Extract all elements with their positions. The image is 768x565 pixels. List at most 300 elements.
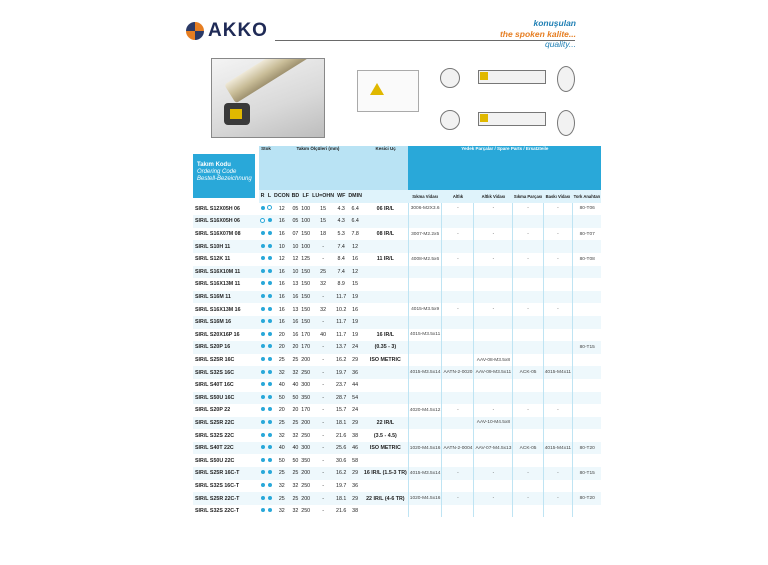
dimension-cell: 150 — [301, 306, 311, 313]
spare-part-cell — [543, 215, 572, 228]
spare-part-cell — [573, 366, 602, 379]
insert-cell — [363, 266, 408, 279]
ordering-code: SIR/L S32S 16C — [193, 366, 259, 379]
spare-part-cell: 3006-M2X3.6 — [408, 203, 442, 216]
dimension-cell: - — [311, 341, 335, 354]
spare-part-cell — [474, 392, 513, 405]
ordering-code: SIR/L S16X05H 06 — [193, 215, 259, 228]
spare-part-cell: - — [442, 467, 474, 480]
dimension-cell: - — [311, 240, 335, 253]
stock-dot-icon — [268, 470, 272, 474]
dimension-cell: 12 — [292, 256, 299, 263]
stock-l-cell — [266, 291, 273, 304]
ordering-code: SIR/L S16X07M 08 — [195, 231, 241, 238]
ordering-spacer — [193, 146, 259, 190]
spare-part-cell — [513, 291, 543, 304]
spare-part-cell — [513, 215, 543, 228]
dimension-cell: 200 — [300, 492, 311, 505]
cross-section-drawing — [440, 68, 460, 88]
insert-header: Kesici Uç — [363, 146, 408, 190]
insert-cell — [363, 392, 408, 405]
spare-part-cell: 4015-M4x11 — [543, 442, 572, 455]
dimension-cell: 16.2 — [335, 467, 347, 480]
dimension-cell: 19 — [347, 316, 363, 329]
stock-dot-icon — [261, 508, 265, 512]
spare-part-cell — [474, 266, 513, 279]
dimension-cell: 54 — [347, 392, 363, 405]
column-header-row — [193, 190, 601, 203]
spare-part-cell: - — [513, 203, 543, 216]
dimension-cell: - — [311, 417, 335, 430]
stock-dot-icon — [268, 496, 272, 500]
spare-part-cell — [474, 240, 513, 253]
stock-dot-icon — [261, 244, 265, 248]
ordering-code: SIR/L S16X13M 11 — [195, 281, 241, 288]
spare-part-cell — [408, 454, 442, 467]
logo-mark-icon — [186, 22, 204, 40]
spare-part-cell — [513, 266, 543, 279]
ordering-code: SIR/L S32S 16C-T — [195, 482, 240, 489]
spare-part-cell — [543, 329, 572, 342]
dimension-cell: 07 — [292, 231, 299, 238]
dimension-cell: 18.1 — [335, 492, 347, 505]
dimension-cell: 16 — [278, 306, 285, 313]
dimension-cell: 4.3 — [337, 205, 345, 212]
tool-photo — [211, 58, 325, 138]
insert-cell — [363, 379, 408, 392]
dimension-cell: 25 — [291, 492, 301, 505]
dimension-cell: 36 — [347, 366, 363, 379]
stock-l-cell — [266, 253, 273, 266]
spare-part-cell: 80-T20 — [573, 492, 602, 505]
spare-part-cell — [408, 278, 442, 291]
spare-part-cell — [573, 392, 602, 405]
dimension-cell: 25 — [273, 492, 291, 505]
bore-drawing — [557, 110, 575, 136]
stock-dot-icon — [261, 433, 265, 437]
ordering-code: SIR/L S25R 16C-T — [193, 467, 259, 480]
stock-l-cell — [266, 404, 273, 417]
spare-part-cell — [408, 266, 442, 279]
dimension-cell: 20 — [292, 407, 299, 414]
stock-l-cell — [266, 316, 273, 329]
insert-cell — [363, 316, 408, 329]
dimension-cell: 12 — [278, 256, 285, 263]
dimension-cell: 20 — [278, 331, 285, 338]
dimension-cell: 21.6 — [336, 508, 347, 515]
dimension-cell: 38 — [352, 432, 359, 439]
stock-r-cell — [259, 429, 266, 442]
stock-dot-icon — [261, 319, 265, 323]
dimension-cell: - — [322, 482, 324, 489]
tool-side-drawing-bottom — [478, 112, 546, 126]
dimension-cell: 32 — [292, 432, 299, 439]
dimension-cell: 350 — [301, 457, 311, 464]
dimension-cell: 25 — [291, 417, 301, 430]
spare-part-cell — [513, 454, 543, 467]
column-header: LF — [300, 190, 311, 203]
dimension-cell: 40 — [291, 442, 301, 455]
column-header: WF — [335, 190, 347, 203]
stock-dot-icon — [268, 269, 272, 273]
dimension-cell: 250 — [301, 432, 311, 439]
table-row — [193, 291, 601, 304]
spare-column-header: Altlık — [442, 190, 474, 203]
dimension-cell: 6.4 — [351, 205, 359, 212]
dimension-cell: 19.7 — [336, 482, 347, 489]
dimension-cell: 15 — [352, 281, 359, 288]
spare-part-cell: - — [513, 492, 543, 505]
dimension-cell: 32 — [273, 366, 291, 379]
dimension-cell: - — [311, 442, 335, 455]
spare-part-cell — [474, 329, 513, 342]
ordering-code: SIR/L S16M 16 — [193, 316, 259, 329]
insert-cell — [363, 366, 408, 379]
stock-dot-icon — [268, 483, 272, 487]
spare-part-cell: - — [442, 253, 474, 266]
spare-part-cell — [442, 392, 474, 405]
dims-header: Takım Ölçüleri (mm) — [273, 146, 363, 190]
spare-part-cell — [408, 354, 442, 367]
stock-dot-icon — [261, 370, 265, 374]
dimension-cell: 29 — [347, 417, 363, 430]
stock-l-cell — [266, 417, 273, 430]
dimension-cell: 32 — [320, 281, 327, 288]
insert-cell: 06 IR/L — [376, 205, 395, 212]
spare-part-cell: - — [442, 228, 474, 241]
spare-part-cell — [442, 278, 474, 291]
dimension-cell: 20 — [291, 341, 301, 354]
cross-section-drawing — [440, 110, 460, 130]
spare-part-cell: - — [513, 253, 543, 266]
spare-part-cell — [573, 278, 602, 291]
stock-dot-icon — [268, 445, 272, 449]
spare-part-cell — [442, 417, 474, 430]
dimension-cell: 40 — [320, 331, 327, 338]
spare-column-header: Altlık Vidası — [474, 190, 513, 203]
insert-cell: 22 IR/L (4-6 TR) — [363, 492, 408, 505]
dimension-cell: 25 — [311, 266, 335, 279]
dimension-cell: - — [311, 492, 335, 505]
stock-dot-icon — [261, 458, 265, 462]
dimension-cell: - — [311, 316, 335, 329]
spare-part-cell — [573, 354, 602, 367]
spare-part-cell — [474, 278, 513, 291]
dimension-cell: 16 — [352, 306, 359, 313]
dimension-cell: 36 — [352, 482, 359, 489]
ordering-code: SIR/L S20P 22 — [195, 407, 231, 414]
insert-column-header — [363, 190, 408, 203]
dimension-cell: 25.6 — [335, 442, 347, 455]
stock-dot-icon — [261, 407, 265, 411]
spare-part-cell: - — [442, 303, 474, 316]
spare-part-cell: - — [513, 303, 543, 316]
ordering-code: SIR/L S50U 16C — [193, 392, 259, 405]
spare-part-cell: 4020-M4.5x12 — [408, 404, 442, 417]
stock-dot-icon — [268, 218, 272, 222]
stock-dot-icon — [261, 332, 265, 336]
spare-part-cell: 4015-M3.5x14 — [408, 366, 442, 379]
spare-part-cell — [442, 329, 474, 342]
dimension-cell: 300 — [300, 442, 311, 455]
spare-part-cell: 1020-M4.5x16 — [408, 492, 442, 505]
spare-part-cell — [543, 240, 572, 253]
ordering-code: SIR/L S40T 16C — [195, 382, 234, 389]
dimension-cell: 12 — [347, 266, 363, 279]
dimension-cell: 16.2 — [336, 357, 347, 364]
table-row — [193, 454, 601, 467]
stock-r-cell — [259, 253, 266, 266]
spare-part-cell — [408, 417, 442, 430]
spare-part-cell — [442, 266, 474, 279]
spare-part-cell: - — [474, 467, 513, 480]
stock-l-cell — [266, 467, 273, 480]
dimension-cell: - — [322, 256, 324, 263]
dimension-cell: 4.3 — [335, 215, 347, 228]
insert-diagram — [357, 70, 419, 112]
spare-part-cell: AAV-10-M4.5x8 — [474, 417, 513, 430]
stock-dot-icon — [261, 206, 265, 210]
spare-part-cell — [442, 454, 474, 467]
table-row — [193, 467, 601, 480]
table-row — [193, 266, 601, 279]
insert-cell — [363, 215, 408, 228]
spare-column-header: Sıkma Parçası — [513, 190, 543, 203]
table-row — [193, 492, 601, 505]
spare-part-cell — [543, 266, 572, 279]
spare-part-cell — [573, 266, 602, 279]
dimension-cell: 19 — [352, 331, 359, 338]
dimension-cell: 13.7 — [335, 341, 347, 354]
table-row — [193, 278, 601, 291]
spare-part-cell: 4015-M3.5x11 — [408, 329, 442, 342]
stock-dot-icon — [268, 344, 272, 348]
stock-dot-icon — [268, 433, 272, 437]
dimension-cell: 13 — [292, 306, 299, 313]
spare-part-cell — [408, 316, 442, 329]
spare-part-cell — [442, 341, 474, 354]
spare-part-cell: 80-T15 — [573, 467, 602, 480]
stock-r-cell — [259, 228, 266, 241]
stock-r-cell — [259, 379, 266, 392]
stock-r-cell — [259, 417, 266, 430]
insert-cell: 22 IR/L — [363, 417, 408, 430]
insert-cell: 11 IR/L — [376, 256, 394, 263]
spare-part-cell — [474, 480, 513, 493]
stock-l-cell — [266, 266, 273, 279]
spare-part-cell — [513, 392, 543, 405]
spare-part-cell — [543, 454, 572, 467]
stock-l-cell — [266, 454, 273, 467]
spare-part-cell — [474, 505, 513, 518]
dimension-cell: 50 — [273, 392, 291, 405]
spare-part-cell: AAV-07-M4.5x13 — [474, 442, 513, 455]
dimension-cell: 150 — [301, 281, 311, 288]
table-row — [193, 392, 601, 405]
dimension-cell: 10 — [291, 240, 301, 253]
table-row — [193, 366, 601, 379]
stock-dot-icon — [268, 407, 272, 411]
tool-side-drawing-top — [478, 70, 546, 84]
stock-dot-icon — [268, 281, 272, 285]
table-row — [193, 240, 601, 253]
spare-part-cell — [573, 480, 602, 493]
dimension-cell: 24 — [352, 407, 359, 414]
dimension-cell: - — [322, 508, 324, 515]
insert-icon — [230, 109, 242, 119]
ordering-code: SIR/L S12X05H 06 — [195, 205, 240, 212]
spare-part-cell — [442, 240, 474, 253]
stock-header: Stok — [259, 146, 273, 190]
stock-r-cell — [259, 467, 266, 480]
spare-part-cell — [474, 291, 513, 304]
dimension-cell: 40 — [292, 382, 299, 389]
spare-part-cell — [408, 379, 442, 392]
stock-r-cell — [259, 354, 266, 367]
slogan-line-2: the spoken kalite... — [499, 29, 576, 39]
spare-part-cell — [408, 505, 442, 518]
stock-dot-icon — [261, 281, 265, 285]
stock-l-cell — [266, 240, 273, 253]
dimension-cell: 12 — [278, 205, 285, 212]
insert-cell: (3.5 - 4.5) — [373, 432, 397, 439]
dimension-cell: 30.6 — [336, 457, 347, 464]
spare-part-cell: - — [513, 404, 543, 417]
slogan-line-1: konuşulan — [533, 18, 576, 28]
stock-dot-icon — [261, 395, 265, 399]
spare-part-cell — [513, 480, 543, 493]
dimension-cell: 200 — [301, 357, 311, 364]
dimension-cell: 100 — [300, 215, 311, 228]
stock-dot-icon — [268, 319, 272, 323]
dimension-cell: 05 — [291, 215, 301, 228]
spare-part-cell — [513, 329, 543, 342]
spare-part-cell — [408, 392, 442, 405]
spare-part-cell: 4008-M2.5x6 — [408, 253, 442, 266]
spare-part-cell: 80-T07 — [573, 228, 602, 241]
dimension-cell: 25 — [278, 357, 285, 364]
boring-bar-shank — [224, 58, 325, 103]
ordering-code: SIR/L S25R 16C — [195, 357, 235, 364]
stock-l-cell — [266, 366, 273, 379]
spare-part-cell — [573, 505, 602, 518]
spare-part-cell — [408, 291, 442, 304]
spare-part-cell: - — [543, 303, 572, 316]
dimension-cell: 23.7 — [336, 382, 347, 389]
dimension-cell: 100 — [300, 240, 311, 253]
dimension-cell: 16 — [291, 291, 301, 304]
ordering-code: SIR/L S20X16P 16 — [195, 331, 240, 338]
dimension-cell: 250 — [301, 508, 311, 515]
spare-part-cell: - — [543, 467, 572, 480]
dimension-cell: - — [322, 432, 324, 439]
stock-r-cell — [259, 392, 266, 405]
spare-part-cell: ACK-05 — [513, 366, 543, 379]
spare-part-cell — [573, 291, 602, 304]
dimension-cell: 50 — [291, 392, 301, 405]
ordering-code: SIR/L S25R 22C-T — [193, 492, 259, 505]
ordering-code: SIR/L S32S 22C-T — [195, 508, 240, 515]
stock-dot-icon — [261, 307, 265, 311]
spare-part-cell — [543, 278, 572, 291]
spare-part-cell — [573, 429, 602, 442]
stock-l-cell — [266, 329, 273, 342]
spare-part-cell — [573, 417, 602, 430]
spare-part-cell — [543, 341, 572, 354]
ordering-code: SIR/L S10H 11 — [193, 240, 259, 253]
dimension-cell: 29 — [347, 467, 363, 480]
dimension-cell: - — [311, 291, 335, 304]
insert-cell — [363, 291, 408, 304]
dimension-cell: 25 — [291, 467, 301, 480]
spare-part-cell — [442, 429, 474, 442]
spare-part-cell: AATN-2-0020 — [442, 366, 474, 379]
stock-r-cell — [259, 266, 266, 279]
spare-part-cell — [408, 341, 442, 354]
ordering-code: SIR/L S16X13M 16 — [195, 306, 241, 313]
spare-part-cell — [573, 379, 602, 392]
stock-dot-icon — [268, 256, 272, 260]
stock-r-cell — [259, 480, 266, 493]
dimension-cell: 32 — [278, 508, 285, 515]
dimension-cell: 32 — [320, 306, 327, 313]
spare-part-cell: ACK-05 — [513, 442, 543, 455]
spare-part-cell — [543, 505, 572, 518]
insert-cell — [363, 278, 408, 291]
dimension-cell: 19.7 — [335, 366, 347, 379]
akko-logo — [186, 20, 268, 42]
spare-part-cell — [543, 429, 572, 442]
ordering-code-en: Ordering Code — [197, 169, 237, 175]
product-table-body — [193, 203, 601, 518]
stock-r-cell — [259, 442, 266, 455]
table-row — [193, 429, 601, 442]
dimension-cell: 40 — [273, 442, 291, 455]
insert-cell — [363, 240, 408, 253]
dimension-cell: 32 — [278, 432, 285, 439]
insert-cell: 08 IR/L — [376, 231, 395, 238]
stock-l-cell — [266, 203, 273, 216]
table-row — [193, 442, 601, 455]
ordering-code: SIR/L S16M 11 — [193, 291, 259, 304]
stock-dot-icon — [261, 420, 265, 424]
spare-part-cell: - — [543, 492, 572, 505]
dimension-cell: 170 — [300, 341, 311, 354]
spare-part-cell — [543, 291, 572, 304]
product-table — [193, 146, 601, 517]
stock-l-cell — [266, 429, 273, 442]
dimension-cell: 16 — [291, 316, 301, 329]
dimension-cell: - — [322, 357, 324, 364]
spare-part-cell: - — [543, 253, 572, 266]
insert-cell — [363, 303, 408, 316]
spare-part-cell: 80-T20 — [573, 442, 602, 455]
spare-part-cell: - — [474, 228, 513, 241]
spare-part-cell — [573, 303, 602, 316]
spare-part-cell — [442, 316, 474, 329]
dimension-cell: 15 — [311, 215, 335, 228]
dimension-cell: 16 — [278, 231, 285, 238]
spare-part-cell: AAV-09-M3.5x11 — [474, 366, 513, 379]
dimension-cell: 7.4 — [335, 266, 347, 279]
stock-dot-icon — [267, 205, 272, 210]
dimension-cell: 16 — [352, 256, 359, 263]
dimension-cell: 16 — [273, 266, 291, 279]
dimension-cell: 25 — [273, 467, 291, 480]
dimension-cell: 29 — [347, 492, 363, 505]
ordering-code-tr: Takım Kodu — [197, 162, 231, 168]
dimension-cell: 32 — [291, 366, 301, 379]
